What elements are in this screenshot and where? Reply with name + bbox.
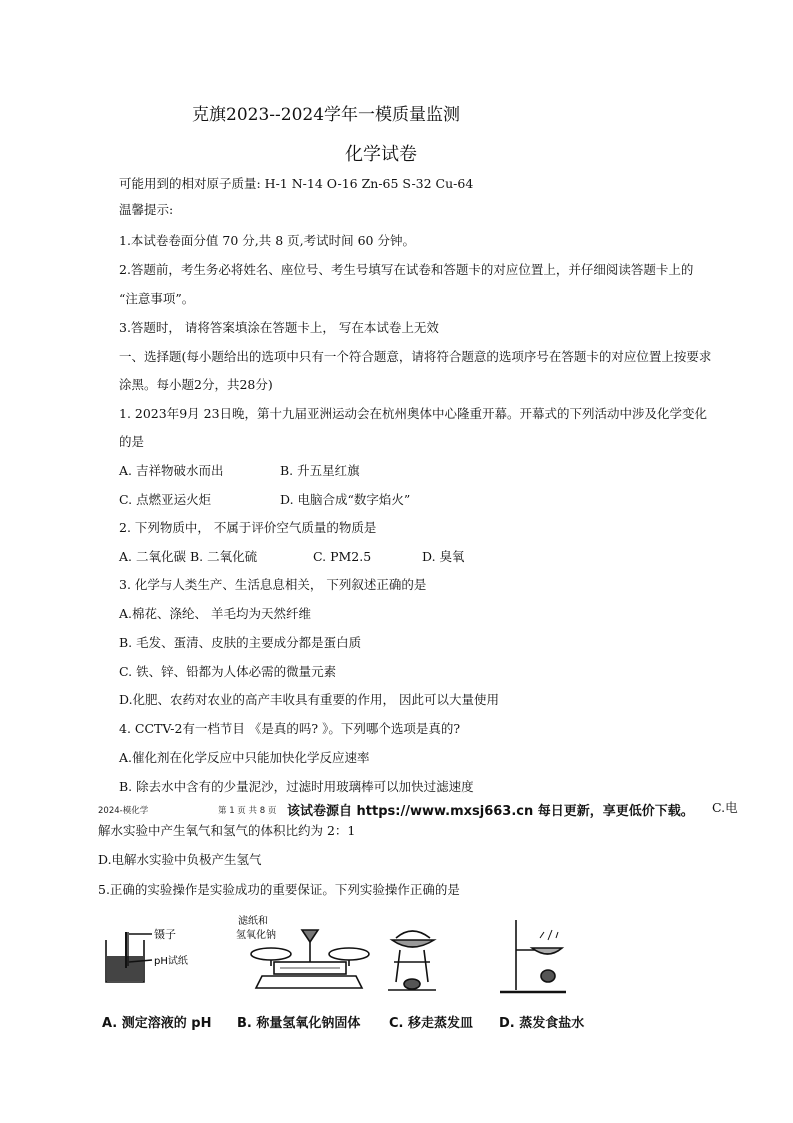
q3-option-a: A.棉花、涤纶、 羊毛均为天然纤维 [119,606,311,621]
q2-option-d: D. 臭氧 [422,549,465,564]
q1-stem: 1. 2023年9月 23日晚，第十九届亚洲运动会在杭州奥体中心隆重开幕。开幕式的下列活动中涉及化学变化 [119,406,708,421]
section1-instructions: 一、选择题(每小题给出的选项中只有一个符合题意，请将符合题意的选项序号在答题卡的对应位置上按要求 [119,349,712,364]
q4-option-c-start: C.电 [712,800,738,815]
tip-1: 1.本试卷卷面分值 70 分,共 8 页,考试时间 60 分钟。 [119,233,415,248]
naoh-label: 氢氧化钠 [236,930,276,941]
q2-option-c: C. PM2.5 [313,549,372,564]
q3-option-b: B. 毛发、蛋清、皮肤的主要成分都是蛋白质 [119,635,362,650]
q1-option-d: D. 电脑合成“数字焰火” [280,492,411,507]
exam-title: 克旗2023--2024学年一模质量监测 [192,105,461,125]
footer-left: 2024-模化学 [98,806,149,816]
tip-3: 3.答题时， 请将答案填涂在答题卡上， 写在本试卷上无效 [119,320,439,335]
beaker-illustration [106,932,152,982]
footer-source: 该试卷源自 https://www.mxsj663.cn 每日更新，享更低价下载。 [287,804,694,819]
q4-option-c: 解水实验中产生氧气和氢气的体积比约为 2：1 [98,823,356,838]
q1-stem-cont: 的是 [119,434,145,449]
q5-stem: 5.正确的实验操作是实验成功的重要保证。下列实验操作正确的是 [98,882,460,897]
tweezers-label: 镊子 [154,928,176,941]
q2-stem: 2. 下列物质中， 不属于评价空气质量的物质是 [119,520,377,535]
q1-option-a: A. 吉祥物破水而出 [119,463,224,478]
tips-heading: 温馨提示: [119,202,174,217]
atomic-masses: 可能用到的相对原子质量: H-1 N-14 O-16 Zn-65 S-32 Cu-64 [119,176,474,191]
q1-option-b: B. 升五星红旗 [280,463,360,478]
q4-option-d: D.电解水实验中负极产生氢气 [98,852,262,867]
tip-2-cont: “注意事项”。 [119,291,195,306]
q4-option-a: A.催化剂在化学反应中只能加快化学反应速率 [119,750,370,765]
evaporation-setup-illustration [500,920,566,992]
q5-option-d: D. 蒸发食盐水 [499,1016,585,1031]
q3-stem: 3. 化学与人类生产、生活息息相关， 下列叙述正确的是 [119,577,427,592]
section1-instructions-cont: 涂黑。每小题2分，共28分) [119,377,273,392]
q2-option-ab: A. 二氧化碳 B. 二氧化硫 [119,549,258,564]
q4-option-b: B. 除去水中含有的少量泥沙，过滤时用玻璃棒可以加快过滤速度 [119,779,474,794]
q5-apparatus-figure [96,910,580,1006]
q5-option-b: B. 称量氢氧化钠固体 [237,1016,361,1031]
evaporating-dish-illustration [388,931,436,990]
q5-option-a: A. 测定溶液的 pH [102,1016,212,1031]
footer-page: 第 1 页 共 8 页 [218,806,277,816]
q3-option-c: C. 铁、锌、铅都为人体必需的微量元素 [119,664,337,679]
ph-paper-label: pH试纸 [154,956,188,967]
exam-subtitle: 化学试卷 [345,144,417,165]
q5-option-c: C. 移走蒸发皿 [389,1016,474,1031]
filter-paper-label: 滤纸和 [238,916,268,927]
tip-2: 2.答题前，考生务必将姓名、座位号、考生号填写在试卷和答题卡的对应位置上，并仔细阅读答题卡上的 [119,262,694,277]
q4-stem: 4. CCTV-2有一档节目 《是真的吗? 》。下列哪个选项是真的? [119,721,461,736]
q3-option-d: D.化肥、农药对农业的高产丰收具有重要的作用， 因此可以大量使用 [119,692,500,707]
q1-option-c: C. 点燃亚运火炬 [119,492,212,507]
